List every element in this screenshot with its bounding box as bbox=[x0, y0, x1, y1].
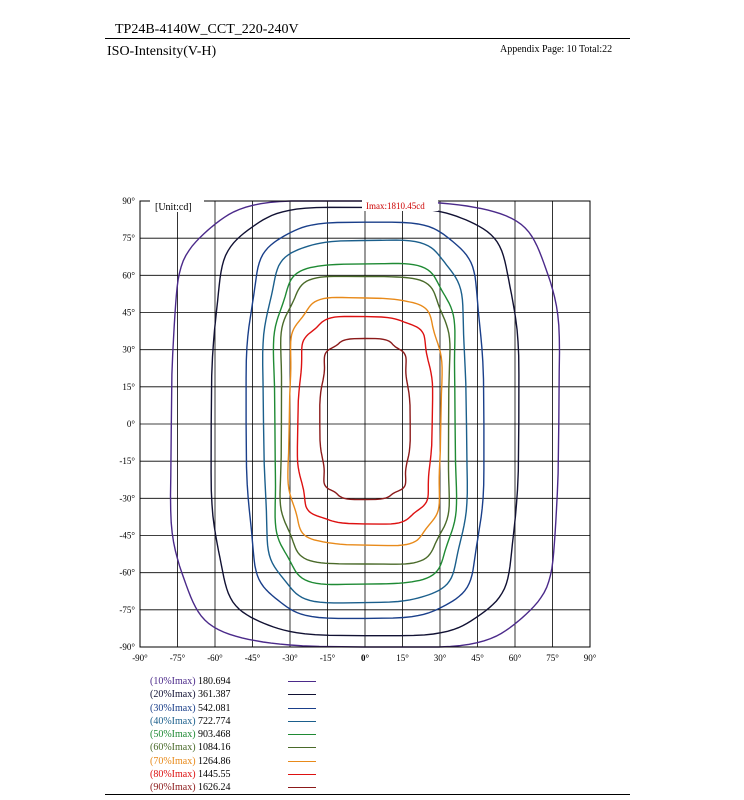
legend-percent: (10%Imax) bbox=[150, 676, 196, 687]
legend-percent: (30%Imax) bbox=[150, 702, 196, 714]
legend-value: 361.387 bbox=[195, 689, 231, 701]
legend-swatch bbox=[288, 694, 316, 695]
legend-entry bbox=[150, 728, 320, 741]
legend-value: 1264.86 bbox=[195, 755, 231, 767]
y-tick-label: 15° bbox=[122, 381, 135, 392]
legend-value: 542.081 bbox=[195, 702, 231, 714]
legend-swatch bbox=[288, 681, 316, 682]
legend-percent: (90%Imax) bbox=[150, 782, 196, 794]
y-tick-label: 30° bbox=[122, 344, 135, 355]
legend-entry bbox=[150, 715, 320, 728]
y-tick-label: -90° bbox=[119, 642, 135, 652]
legend-swatch bbox=[288, 787, 316, 788]
legend-entry bbox=[150, 702, 320, 715]
legend-value: 1626.24 bbox=[195, 782, 231, 794]
y-tick-label: 60° bbox=[122, 270, 135, 281]
x-tick-label: 15° bbox=[396, 653, 409, 663]
y-tick-label: -30° bbox=[119, 493, 135, 504]
footer-rule bbox=[105, 794, 630, 795]
legend-value: 903.468 bbox=[195, 729, 231, 741]
y-tick-label: -75° bbox=[119, 604, 135, 615]
y-tick-label: 45° bbox=[122, 307, 135, 318]
x-tick-label: -15° bbox=[319, 653, 336, 663]
x-tick-label: -30° bbox=[282, 653, 298, 663]
x-tick-label: 90° bbox=[583, 653, 597, 663]
legend-entry bbox=[150, 688, 320, 701]
x-tick-label: 45° bbox=[471, 653, 484, 663]
legend-percent: (70%Imax) bbox=[150, 755, 196, 767]
y-tick-label: 75° bbox=[122, 233, 135, 244]
chart-subtitle: ISO-Intensity(V-H) bbox=[107, 44, 217, 59]
x-tick-label: 75° bbox=[546, 653, 559, 663]
imax-label: Imax:1810.45cd bbox=[366, 201, 425, 211]
chart-grid bbox=[140, 201, 590, 647]
legend-entry bbox=[150, 755, 320, 768]
legend-swatch bbox=[288, 734, 316, 735]
legend-swatch bbox=[288, 761, 316, 762]
legend-entry bbox=[150, 781, 320, 794]
legend-swatch bbox=[288, 747, 316, 748]
legend-swatch bbox=[288, 721, 316, 722]
contour-legend bbox=[150, 675, 320, 795]
x-tick-label: 30° bbox=[433, 653, 447, 663]
y-tick-label: 90° bbox=[122, 196, 135, 206]
y-tick-label: -15° bbox=[119, 456, 135, 467]
x-tick-label: -90° bbox=[132, 653, 148, 663]
y-tick-label: -45° bbox=[119, 530, 135, 541]
y-tick-label: 0° bbox=[126, 419, 135, 429]
legend-percent: (40%Imax) bbox=[150, 715, 196, 727]
legend-percent: (60%Imax) bbox=[150, 742, 196, 754]
legend-swatch bbox=[288, 774, 316, 775]
appendix-page-info: Appendix Page: 10 Total:22 bbox=[500, 44, 613, 55]
x-tick-label: 60° bbox=[508, 653, 522, 663]
x-tick-label: 0° bbox=[360, 653, 370, 663]
unit-label: [Unit:cd] bbox=[155, 202, 192, 213]
x-tick-label: -45° bbox=[244, 653, 261, 663]
y-tick-label: -60° bbox=[119, 567, 135, 578]
legend-percent: (50%Imax) bbox=[150, 729, 196, 741]
document-title: TP24B-4140W_CCT_220-240V bbox=[115, 22, 299, 37]
legend-value: 1084.16 bbox=[195, 742, 231, 754]
x-tick-label: -75° bbox=[169, 653, 186, 663]
legend-entry bbox=[150, 741, 320, 754]
legend-value: 180.694 bbox=[195, 676, 231, 687]
legend-value: 722.774 bbox=[195, 715, 231, 727]
legend-swatch bbox=[288, 708, 316, 709]
legend-value: 1445.55 bbox=[195, 769, 231, 781]
legend-percent: (80%Imax) bbox=[150, 769, 196, 781]
legend-percent: (20%Imax) bbox=[150, 689, 196, 701]
x-tick-label: -60° bbox=[207, 653, 223, 663]
legend-entry bbox=[150, 768, 320, 781]
legend-entry bbox=[150, 675, 320, 688]
tick-labels bbox=[119, 196, 596, 663]
